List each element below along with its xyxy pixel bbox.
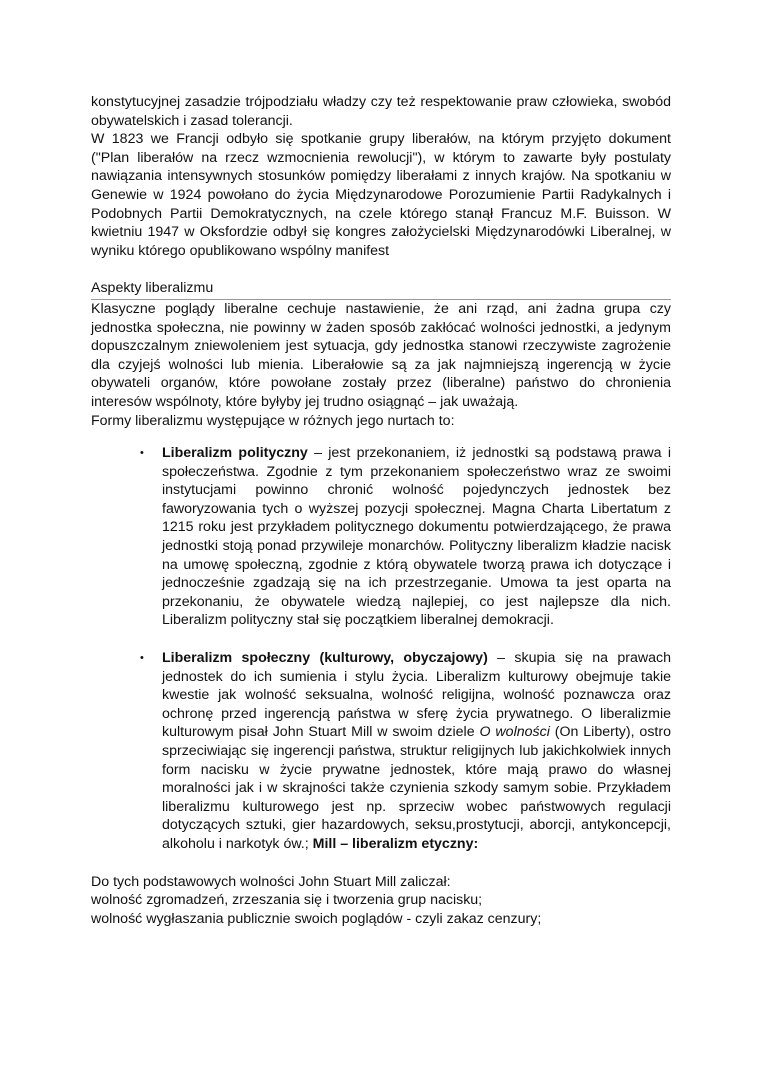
social-text-b: (On Liberty), ostro sprzeciwiając się ingerencji państwa, struktur religijnych lub jakichkolwiek innych form nacisku w życie prywatne jednostek, które mają prawo do własnej moralności jak i w skrajności także czynienia szkody samym sobie. Przykładem liberalizmu kulturowego jest np. sprzeciw wobec państwowych regulacji dotyczących sztuki, gier hazardowych, seksu,prostytucji, aborcji, antykoncepcji, alkoholu i narkotyk ów.; — [162, 724, 671, 852]
term-political: Liberalizm polityczny — [162, 445, 308, 462]
bullet-icon: • — [140, 652, 144, 665]
list-item-political — [140, 444, 671, 630]
mill-freedom-1: wolność zgromadzeń, zrzeszania się i tworzenia grup nacisku; — [91, 892, 483, 909]
intro-paragraph-1: konstytucyjnej zasadzie trójpodziału władzy czy też respektowanie praw człowieka, swobód obywatelskich i zasad tolerancji. — [91, 94, 671, 129]
work-title: O wolności — [479, 724, 550, 741]
intro-paragraph-2: W 1823 we Francji odbyło się spotkanie grupy liberałów, na którym przyjęto dokument ("Plan liberałów na rzecz wzmocnienia rewolucji"), w którym to zawarte były postulaty nawiązania intensywnych stosunków pomiędzy liberałami z innych krajów. Na spotkaniu w Genewie w 1924 powołano do życia Międzynarodowe Porozumienie Partii Radykalnych i Podobnych Partii Demokratycznych, na czele którego stanął Francuz M.F. Buisson. W kwietniu 1947 w Oksfordzie odbył się kongres założycielski Międzynarodówki Liberalnej, w wyniku którego opublikowano wspólny manifest — [91, 131, 671, 259]
aspects-paragraph: Klasyczne poglądy liberalne cechuje nastawienie, że ani rząd, ani żadna grupa czy jednostka społeczna, nie powinny w żaden sposób zakłócać wolności jednostki, a jedynym dopuszczalnym zniewoleniem jest sytuacja, gdy jednostka stanowi rzeczywiste zagrożenie dla czyjejś wolności lub mienia. Liberałowie są za jak najmniejszą ingerencją w życie obywateli organów, które powołane zostały przez (liberalne) państwo do chronienia interesów wspólnoty, które byłyby jej trudno osiągnąć – jak uważają. — [91, 300, 671, 410]
social-text-a: – skupia się na prawach jednostek do ich sumienia i stylu życia. Liberalizm kulturowy obejmuje takie kwestie jak wolność seksualna, wolność religijna, wolność poznawcza oraz ochronę przed ingerencją państwa w sferę życia prywatnego. O liberalizmie kulturowym pisał John Stuart Mill w swoim dziele — [162, 650, 672, 741]
political-text: – jest przekonaniem, iż jednostki są podstawą prawa i społeczeństwa. Zgodnie z tym przekonaniem społeczeństwo wraz ze swoimi instytucjami powinno chronić wolność pojedynczych jednostek bez faworyzowania tych o wyższej pozycji społecznej. Magna Charta Libertatum z 1215 roku jest przykładem politycznego dokumentu potwierdzającego, że prawa jednostki stoją ponad przywileje monarchów. Polityczny liberalizm kładzie nacisk na umowę społeczną, zgodnie z którą obywatele tworzą prawa ich dotyczące i jednocześnie zgadzają się na ich przestrzeganie. Umowa ta jest oparta na przekonaniu, że obywatele wiedzą najlepiej, co jest najlepsze dla nich. Liberalizm polityczny stał się początkiem liberalnej demokracji. — [162, 445, 671, 629]
list-item-social — [140, 649, 672, 854]
forms-list — [91, 444, 671, 853]
section-heading-aspects: Aspekty liberalizmu — [91, 279, 671, 300]
bullet-icon: • — [140, 447, 144, 460]
mill-ethical-heading: Mill – liberalizm etyczny: — [312, 835, 479, 852]
mill-freedom-2: wolność wygłaszania publicznie swoich poglądów - czyli zakaz cenzury; — [91, 910, 542, 927]
term-social: Liberalizm społeczny (kulturowy, obyczajowy) — [162, 650, 488, 667]
forms-intro: Formy liberalizmu występujące w różnych jego nurtach to: — [91, 412, 455, 429]
document-page — [91, 93, 671, 928]
mill-intro: Do tych podstawowych wolności John Stuart Mill zaliczał: — [91, 873, 451, 890]
